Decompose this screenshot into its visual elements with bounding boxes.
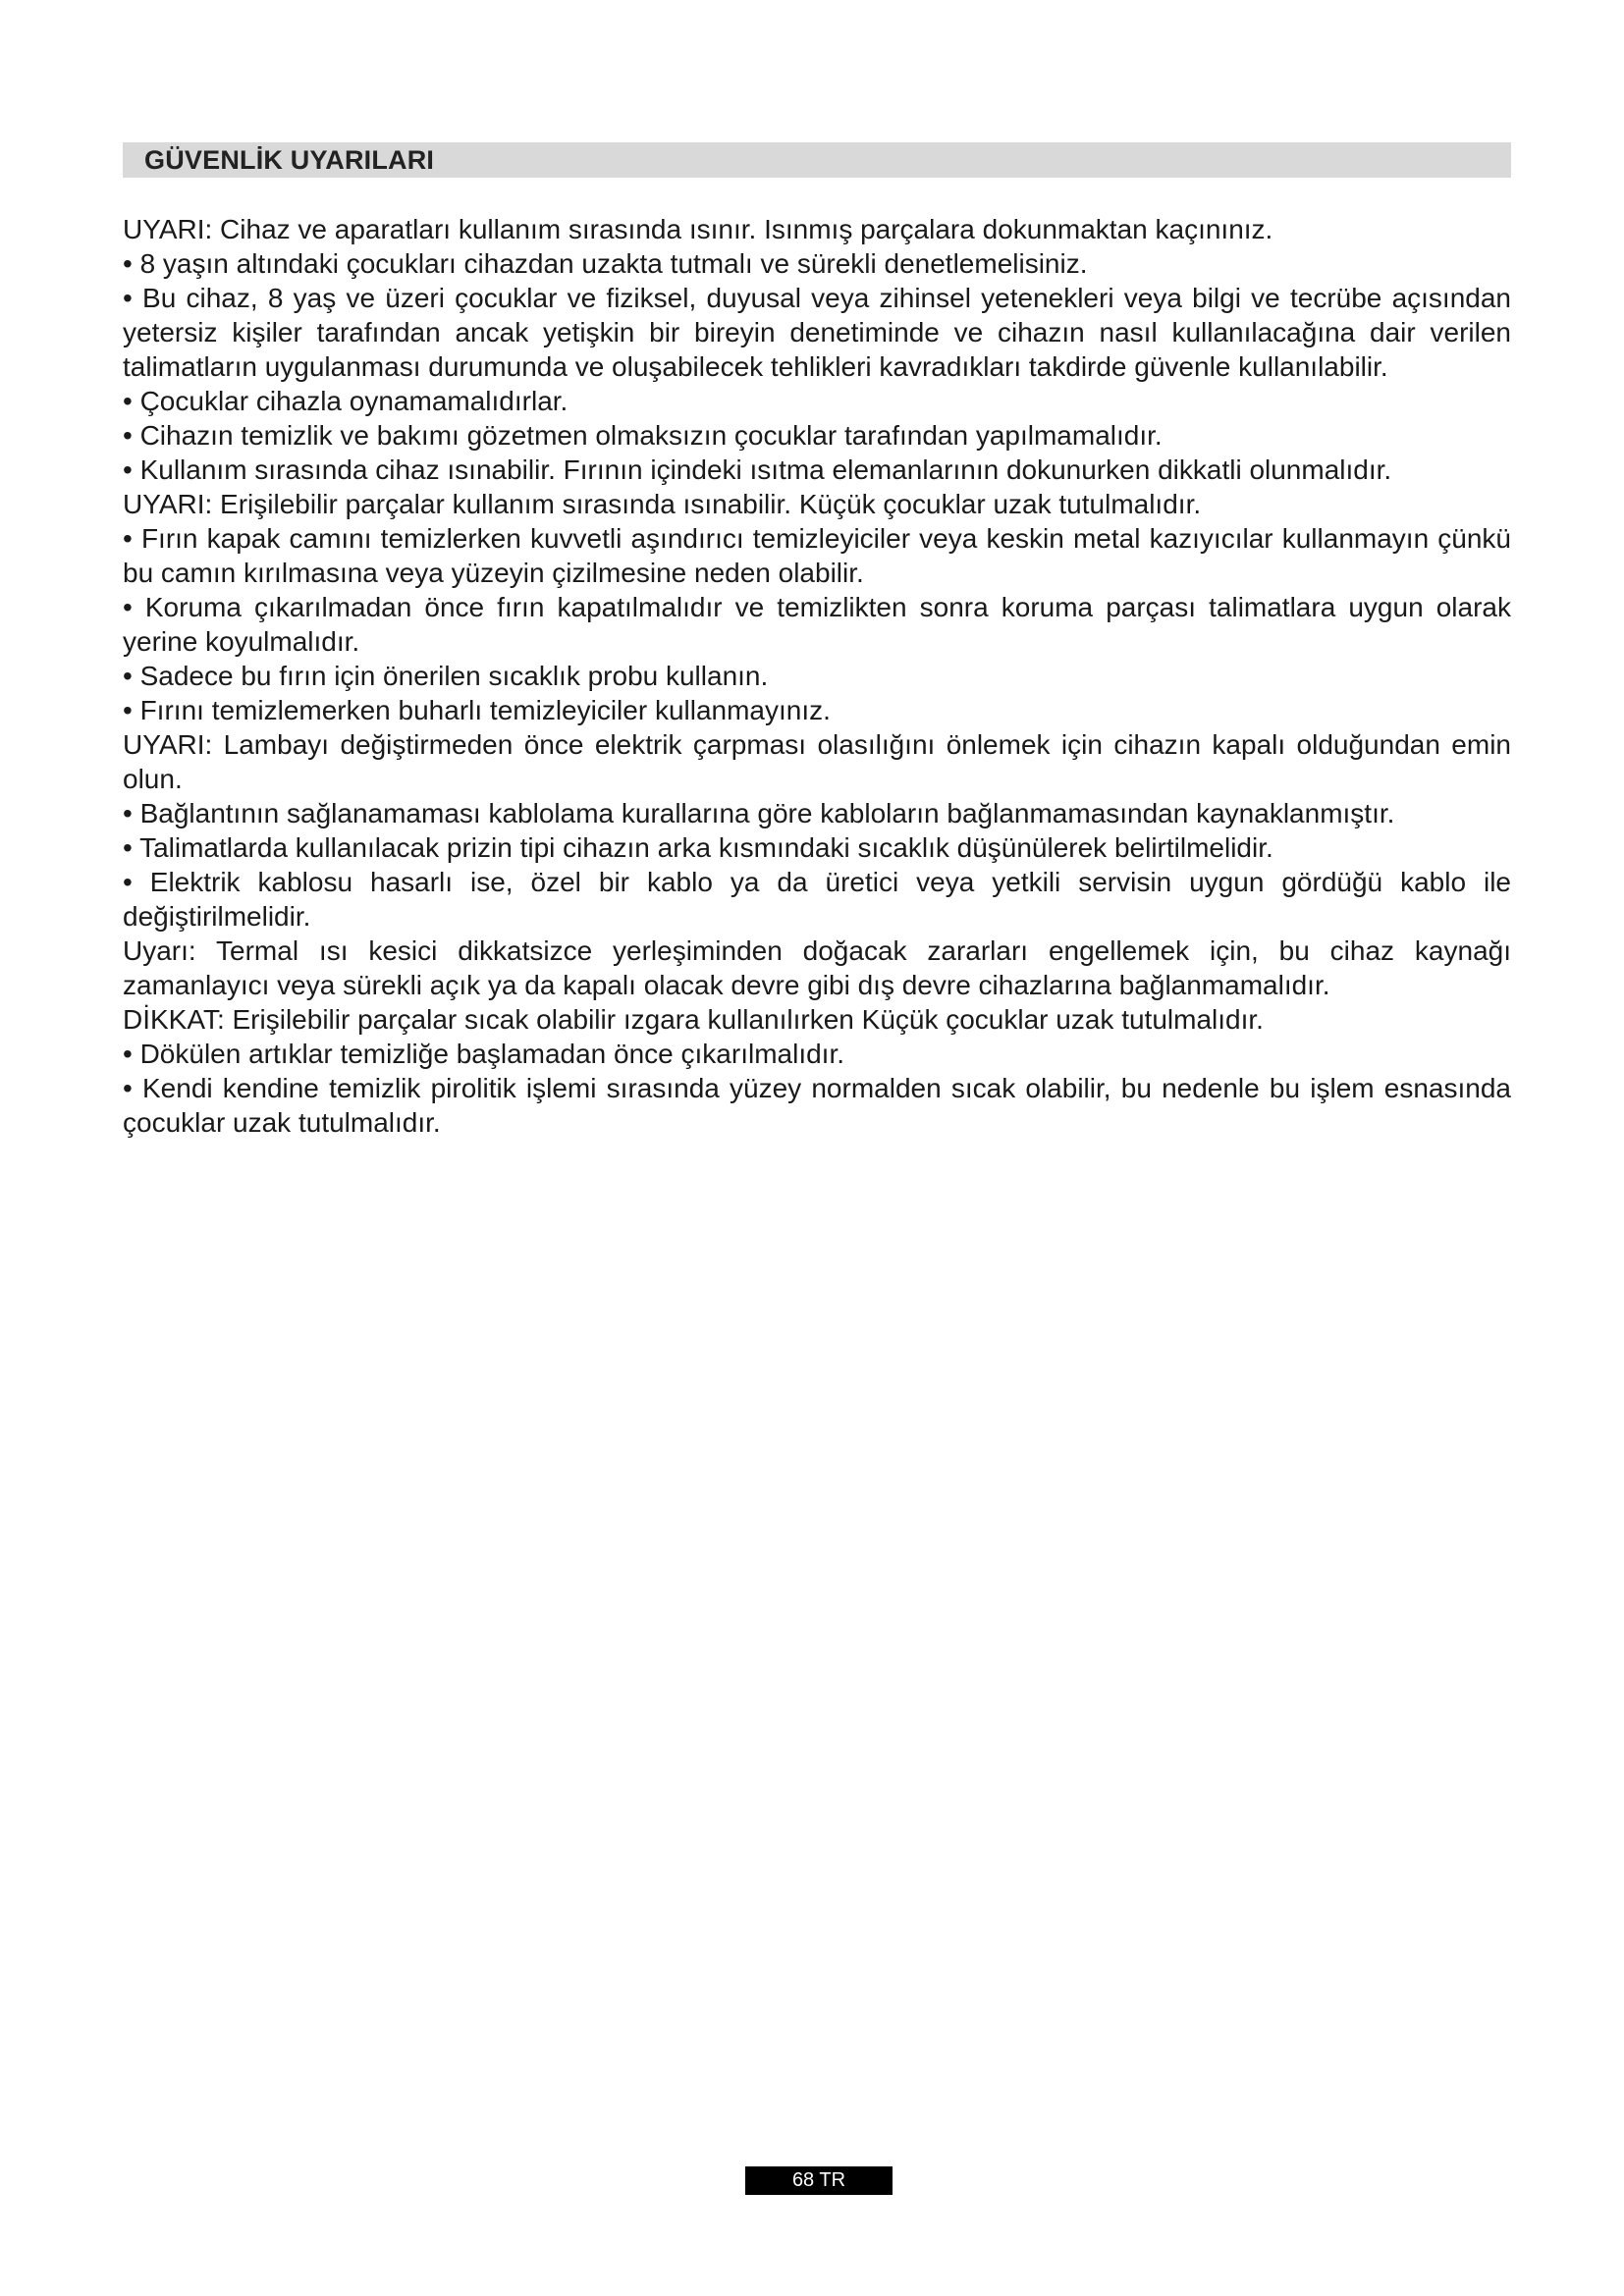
paragraph: UYARI: Lambayı değiştirmeden önce elektrik çarpması olasılığını önlemek için cihazın kapalı olduğundan emin olun.	[123, 729, 1511, 794]
paragraph: • Talimatlarda kullanılacak prizin tipi cihazın arka kısmındaki sıcaklık düşünülerek belirtilmelidir.	[123, 832, 1273, 863]
paragraph: • Bağlantının sağlanamaması kablolama kurallarına göre kabloların bağlanmamasından kaynaklanmıştır.	[123, 798, 1395, 828]
paragraph: UYARI: Erişilebilir parçalar kullanım sırasında ısınabilir. Küçük çocuklar uzak tutulmalıdır.	[123, 489, 1202, 519]
paragraph: • Fırın kapak camını temizlerken kuvvetli aşındırıcı temizleyiciler veya keskin metal kazıyıcılar kullanmayın çünkü bu camın kırılmasına veya yüzeyin çizilmesine neden olabilir.	[123, 523, 1511, 588]
section-header	[123, 142, 1511, 178]
paragraph: • Elektrik kablosu hasarlı ise, özel bir kablo ya da üretici veya yetkili servisin uygun gördüğü kablo ile değiştirilmelidir.	[123, 867, 1511, 932]
paragraph: • Bu cihaz, 8 yaş ve üzeri çocuklar ve fiziksel, duyusal veya zihinsel yetenekleri veya bilgi ve tecrübe açısından yetersiz kişiler tarafından ancak yetişkin bir bireyin denetiminde ve cihazın nasıl kullanılacağına dair verilen talimatların uygulanması durumunda ve oluşabilecek tehlikleri kavradıkları takdirde güvenle kullanılabilir.	[123, 283, 1511, 382]
paragraph: Uyarı: Termal ısı kesici dikkatsizce yerleşiminden doğacak zararları engellemek için, bu cihaz kaynağı zamanlayıcı veya sürekli açık ya da kapalı olacak devre gibi dış devre cihazlarına bağlanmamalıdır.	[123, 935, 1511, 1000]
paragraph: • Kullanım sırasında cihaz ısınabilir. Fırının içindeki ısıtma elemanlarının dokunurken dikkatli olunmalıdır.	[123, 454, 1392, 485]
section-title: GÜVENLİK UYARILARI	[144, 144, 435, 175]
paragraph: • Dökülen artıklar temizliğe başlamadan önce çıkarılmalıdır.	[123, 1039, 845, 1069]
page-number-badge	[745, 2166, 893, 2195]
paragraph: • Kendi kendine temizlik pirolitik işlemi sırasında yüzey normalden sıcak olabilir, bu nedenle bu işlem esnasında çocuklar uzak tutulmalıdır.	[123, 1073, 1511, 1138]
paragraph: • Cihazın temizlik ve bakımı gözetmen olmaksızın çocuklar tarafından yapılmamalıdır.	[123, 420, 1163, 451]
warnings-body	[123, 212, 1511, 1140]
paragraph: DİKKAT: Erişilebilir parçalar sıcak olabilir ızgara kullanılırken Küçük çocuklar uzak tutulmalıdır.	[123, 1004, 1264, 1035]
page-number-label: 68 TR	[791, 2169, 846, 2191]
paragraph: • Koruma çıkarılmadan önce fırın kapatılmalıdır ve temizlikten sonra koruma parçası talimatlara uygun olarak yerine koyulmalıdır.	[123, 592, 1511, 657]
paragraph: • Fırını temizlemerken buharlı temizleyiciler kullanmayınız.	[123, 695, 831, 725]
paragraph: UYARI: Cihaz ve aparatları kullanım sırasında ısınır. Isınmış parçalara dokunmaktan kaçınınız.	[123, 214, 1273, 244]
paragraph: • Sadece bu fırın için önerilen sıcaklık probu kullanın.	[123, 661, 769, 691]
paragraph: • Çocuklar cihazla oynamamalıdırlar.	[123, 386, 568, 416]
paragraph: • 8 yaşın altındaki çocukları cihazdan uzakta tutmalı ve sürekli denetlemelisiniz.	[123, 248, 1088, 279]
